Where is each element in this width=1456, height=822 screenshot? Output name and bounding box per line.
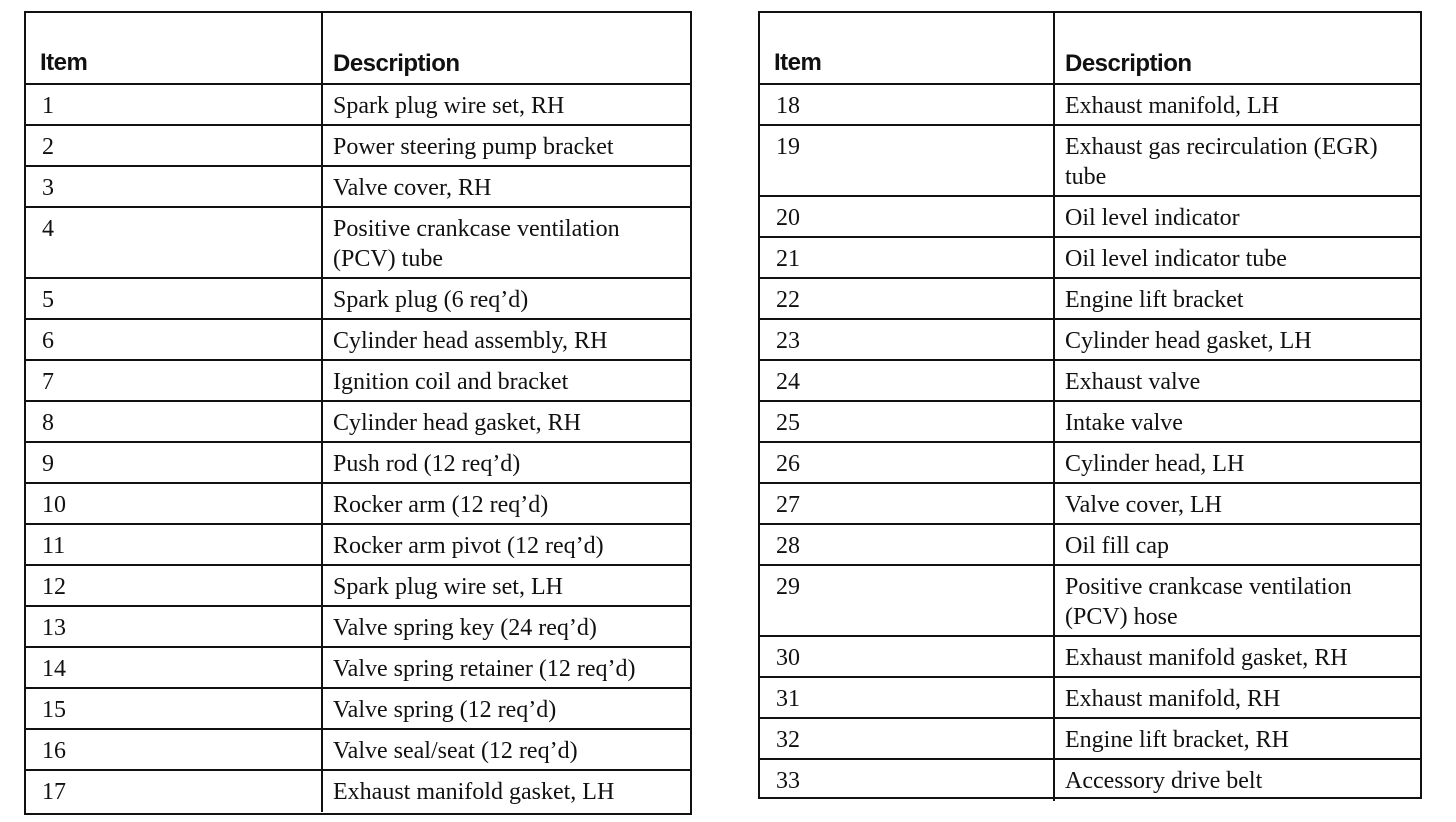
table-row	[760, 678, 1420, 719]
table-row	[760, 484, 1420, 525]
description-cell: Rocker arm pivot (12 req’d)	[333, 533, 604, 559]
description-cell: Ignition coil and bracket	[333, 369, 569, 395]
item-number-cell: 9	[26, 443, 323, 482]
description-cell: Intake valve	[1065, 410, 1183, 436]
table-row	[760, 126, 1420, 197]
item-number-cell: 33	[760, 760, 1055, 801]
item-number-cell: 1	[26, 85, 323, 124]
description-cell: Oil level indicator	[1065, 205, 1240, 231]
description-cell: Valve spring key (24 req’d)	[333, 615, 597, 641]
description-cell: Valve cover, RH	[333, 175, 492, 201]
table-row	[760, 525, 1420, 566]
item-number-cell: 11	[26, 525, 323, 564]
item-number-cell: 4	[26, 208, 323, 277]
table-row	[760, 402, 1420, 443]
table-row	[760, 361, 1420, 402]
description-cell: Exhaust manifold, RH	[1065, 686, 1281, 712]
description-column-header: Description	[1065, 50, 1192, 77]
description-cell: Power steering pump bracket	[333, 134, 614, 160]
table-row	[760, 637, 1420, 678]
description-cell: Spark plug (6 req’d)	[333, 287, 529, 313]
item-number-cell: 12	[26, 566, 323, 605]
table-row	[26, 208, 690, 279]
item-number-cell: 30	[760, 637, 1055, 676]
description-column-header: Description	[333, 50, 460, 77]
description-cell: Valve spring retainer (12 req’d)	[333, 656, 636, 682]
table-row	[760, 279, 1420, 320]
table-row	[26, 484, 690, 525]
item-column-header: Item	[26, 13, 323, 83]
table-row	[26, 126, 690, 167]
item-number-cell: 18	[760, 85, 1055, 124]
table-row	[26, 279, 690, 320]
item-number-cell: 19	[760, 126, 1055, 195]
item-number-cell: 22	[760, 279, 1055, 318]
item-number-cell: 21	[760, 238, 1055, 277]
description-cell: Positive crankcase ventilation (PCV) tube	[333, 216, 620, 272]
item-number-cell: 13	[26, 607, 323, 646]
table-row	[760, 443, 1420, 484]
table-row	[760, 85, 1420, 126]
description-cell: Exhaust gas recirculation (EGR) tube	[1065, 134, 1378, 190]
item-number-cell: 15	[26, 689, 323, 728]
description-cell: Accessory drive belt	[1065, 768, 1263, 794]
description-cell: Cylinder head gasket, LH	[1065, 328, 1312, 354]
description-cell: Exhaust manifold, LH	[1065, 93, 1279, 119]
table-row	[26, 361, 690, 402]
description-cell: Cylinder head gasket, RH	[333, 410, 581, 436]
table-row	[26, 730, 690, 771]
description-cell: Engine lift bracket, RH	[1065, 727, 1289, 753]
description-cell: Exhaust manifold gasket, RH	[1065, 645, 1348, 671]
item-number-cell: 17	[26, 771, 323, 812]
item-number-cell: 31	[760, 678, 1055, 717]
item-number-cell: 2	[26, 126, 323, 165]
item-number-cell: 14	[26, 648, 323, 687]
item-number-cell: 8	[26, 402, 323, 441]
table-row	[26, 525, 690, 566]
table-row	[26, 443, 690, 484]
item-number-cell: 6	[26, 320, 323, 359]
table-header-row	[26, 13, 690, 85]
item-number-cell: 20	[760, 197, 1055, 236]
table-header-row	[760, 13, 1420, 85]
description-cell: Oil fill cap	[1065, 533, 1169, 559]
description-cell: Engine lift bracket	[1065, 287, 1244, 313]
item-number-cell: 7	[26, 361, 323, 400]
table-row	[760, 566, 1420, 637]
item-number-cell: 3	[26, 167, 323, 206]
description-cell: Spark plug wire set, RH	[333, 93, 565, 119]
item-number-cell: 25	[760, 402, 1055, 441]
item-number-cell: 28	[760, 525, 1055, 564]
description-cell: Oil level indicator tube	[1065, 246, 1287, 272]
description-cell: Cylinder head assembly, RH	[333, 328, 608, 354]
table-row	[26, 771, 690, 812]
table-row	[26, 85, 690, 126]
parts-table-left	[24, 11, 692, 815]
table-row	[26, 648, 690, 689]
table-row	[760, 238, 1420, 279]
item-number-cell: 5	[26, 279, 323, 318]
table-row	[760, 719, 1420, 760]
description-cell: Exhaust valve	[1065, 369, 1201, 395]
table-row	[26, 167, 690, 208]
description-cell: Valve spring (12 req’d)	[333, 697, 557, 723]
item-number-cell: 24	[760, 361, 1055, 400]
item-number-cell: 10	[26, 484, 323, 523]
item-column-header: Item	[760, 13, 1055, 83]
table-row	[26, 402, 690, 443]
item-number-cell: 16	[26, 730, 323, 769]
item-number-cell: 26	[760, 443, 1055, 482]
description-cell: Valve cover, LH	[1065, 492, 1222, 518]
item-number-cell: 32	[760, 719, 1055, 758]
table-row	[26, 607, 690, 648]
table-row	[26, 320, 690, 361]
description-cell: Positive crankcase ventilation (PCV) hose	[1065, 574, 1352, 630]
item-number-cell: 29	[760, 566, 1055, 635]
description-cell: Spark plug wire set, LH	[333, 574, 563, 600]
description-cell: Exhaust manifold gasket, LH	[333, 779, 615, 805]
item-number-cell: 27	[760, 484, 1055, 523]
table-row	[760, 760, 1420, 801]
table-row	[760, 197, 1420, 238]
description-cell: Valve seal/seat (12 req’d)	[333, 738, 578, 764]
table-row	[26, 689, 690, 730]
description-cell: Cylinder head, LH	[1065, 451, 1245, 477]
table-row	[26, 566, 690, 607]
parts-table-right	[758, 11, 1422, 799]
description-cell: Push rod (12 req’d)	[333, 451, 521, 477]
table-row	[760, 320, 1420, 361]
item-number-cell: 23	[760, 320, 1055, 359]
description-cell: Rocker arm (12 req’d)	[333, 492, 549, 518]
